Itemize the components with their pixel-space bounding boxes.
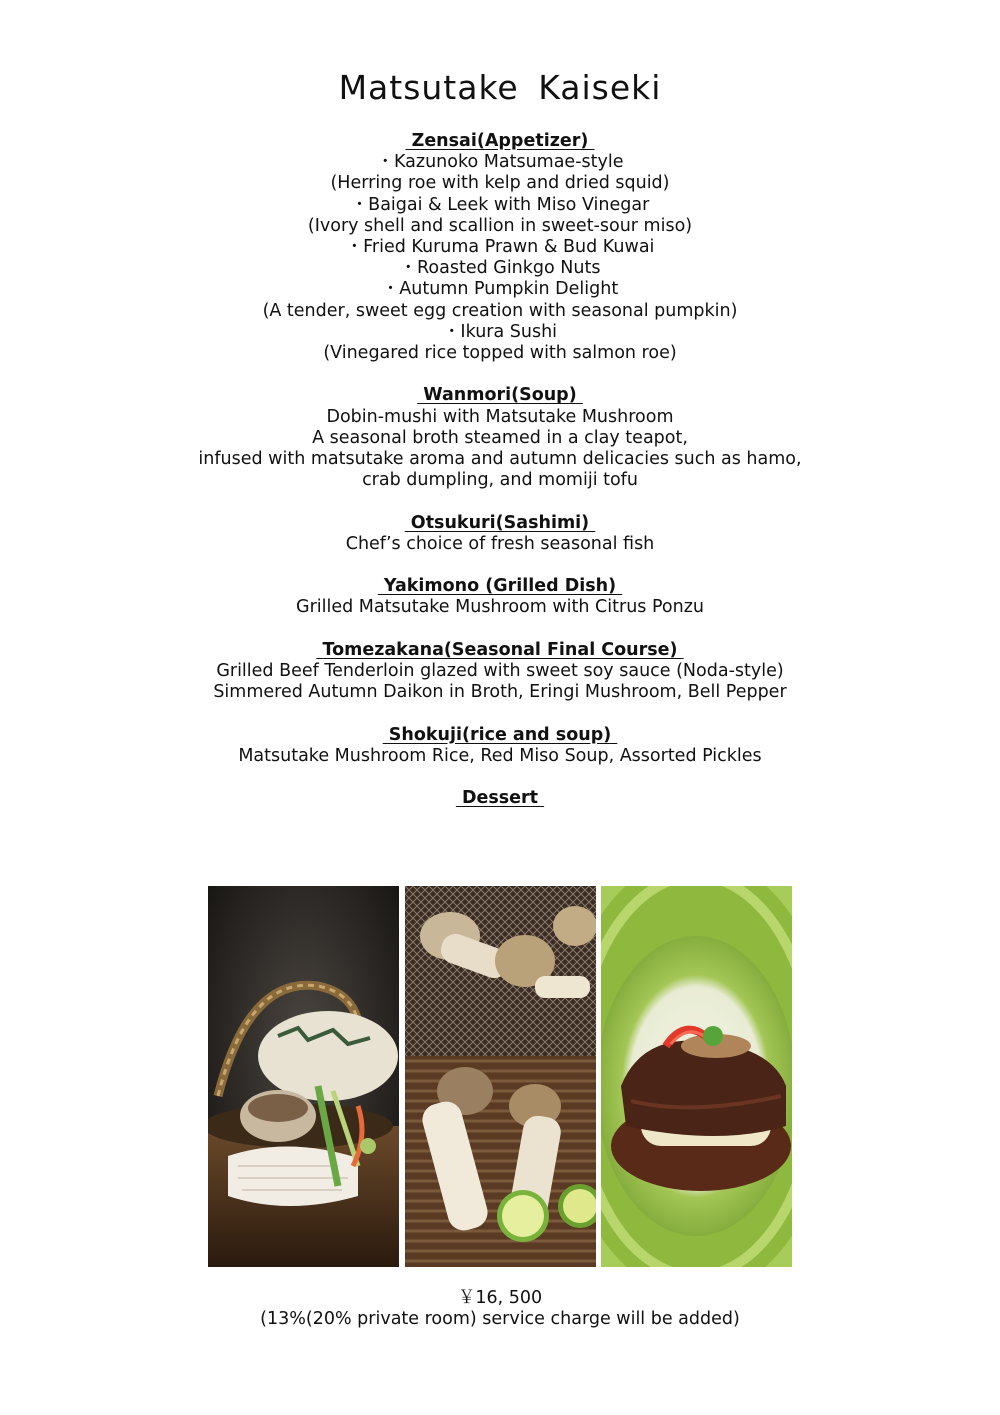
- course-item: crab dumpling, and momiji tofu: [362, 470, 638, 491]
- course-heading: Otsukuri(Sashimi): [404, 512, 596, 533]
- photo-dobin-mushi: [208, 886, 399, 1267]
- course-item: Simmered Autumn Daikon in Broth, Eringi Mushroom, Bell Pepper: [213, 682, 787, 703]
- course-item: (Ivory shell and scallion in sweet-sour miso): [307, 215, 693, 236]
- course-item: (Herring roe with kelp and dried squid): [330, 173, 670, 194]
- course-item: (Vinegared rice topped with salmon roe): [323, 343, 677, 364]
- course-item: (A tender, sweet egg creation with seasonal pumpkin): [262, 300, 738, 321]
- photo-beef-tenderloin: [601, 886, 792, 1267]
- course-heading: Wanmori(Soup): [417, 385, 583, 406]
- course-section: [0, 576, 1000, 618]
- course-section: [0, 788, 1000, 809]
- course-item: ・Baigai & Leek with Miso Vinegar: [350, 194, 650, 215]
- course-item: ・Kazunoko Matsumae-style: [376, 152, 624, 173]
- menu-title: Matsutake Kaiseki: [338, 68, 662, 107]
- course-heading: Dessert: [455, 788, 545, 809]
- course-item: A seasonal broth steamed in a clay teapot,: [312, 427, 688, 448]
- course-item: infused with matsutake aroma and autumn delicacies such as hamo,: [198, 449, 802, 470]
- price-block: [0, 1288, 1000, 1330]
- course-heading: Shokuji(rice and soup): [382, 724, 618, 745]
- course-item: ・Fried Kuruma Prawn & Bud Kuwai: [345, 237, 655, 258]
- course-item: ・Roasted Ginkgo Nuts: [399, 258, 601, 279]
- course-item: Dobin-mushi with Matsutake Mushroom: [326, 406, 674, 427]
- service-charge-note: (13%(20% private room) service charge will be added): [260, 1309, 740, 1329]
- photo-grilled-matsutake: [405, 886, 596, 1267]
- course-item: Grilled Beef Tenderloin glazed with sweet soy sauce (Noda-style): [216, 661, 784, 682]
- beef-tenderloin-image: [601, 886, 792, 1267]
- course-item: ・Ikura Sushi: [442, 321, 558, 342]
- course-item: Matsutake Mushroom Rice, Red Miso Soup, Assorted Pickles: [238, 745, 762, 766]
- grilled-matsutake-image: [405, 886, 596, 1267]
- course-item: ・Autumn Pumpkin Delight: [381, 279, 619, 300]
- course-section: [0, 385, 1000, 491]
- course-section: [0, 131, 1000, 364]
- course-item: Grilled Matsutake Mushroom with Citrus Ponzu: [296, 597, 704, 618]
- photo-strip: [208, 886, 792, 1267]
- course-section: [0, 640, 1000, 704]
- course-heading: Zensai(Appetizer): [405, 131, 595, 151]
- dobin-mushi-image: [208, 886, 399, 1267]
- course-heading: Tomezakana(Seasonal Final Course): [316, 639, 684, 660]
- course-list: [0, 131, 1000, 831]
- course-item: Chef’s choice of fresh seasonal fish: [345, 533, 655, 554]
- course-section: [0, 513, 1000, 555]
- course-section: [0, 725, 1000, 767]
- course-heading: Yakimono (Grilled Dish): [377, 576, 623, 597]
- price: ￥16, 500: [457, 1288, 543, 1308]
